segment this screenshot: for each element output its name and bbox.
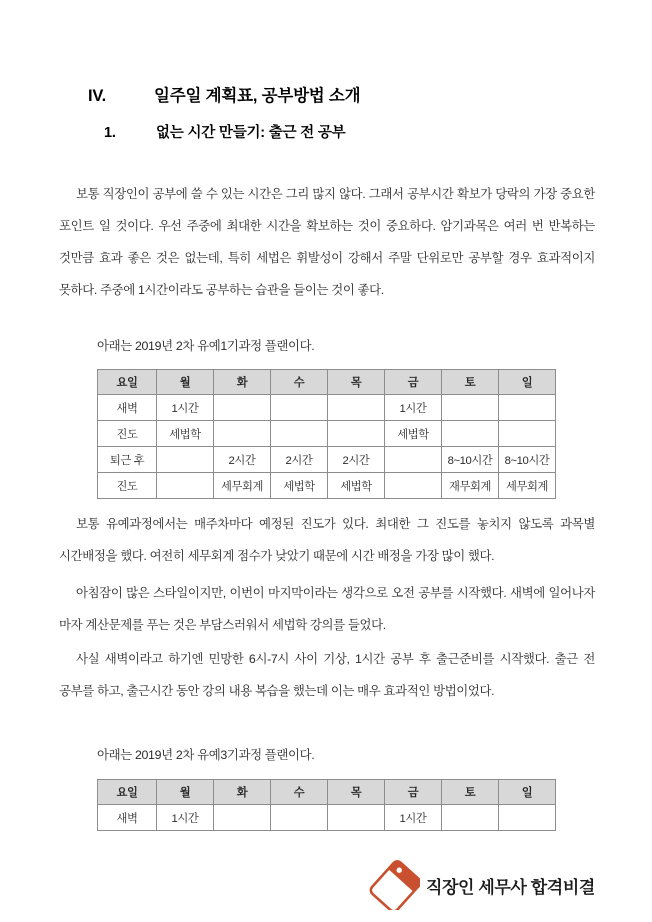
table-row: [98, 805, 556, 831]
table-1-header: [98, 370, 556, 395]
table-row-label: 진도: [98, 473, 157, 499]
table-2-header-cell: 월: [157, 780, 214, 805]
table-cell: 세법학: [328, 473, 385, 499]
table-cell: 1시간: [157, 805, 214, 831]
table-2-header-cell: 수: [271, 780, 328, 805]
table-1-header-cell: 요일: [98, 370, 157, 395]
paragraph-after-table-2: 아침잠이 많은 스타일이지만, 이번이 마지막이라는 생각으로 오전 공부를 시작했다. 새벽에 일어나자 마자 계산문제를 푸는 것은 부담스러워서 세법학 강의를 들었다.: [59, 586, 595, 633]
table-2-body: [98, 805, 556, 831]
table-cell: 세법학: [157, 421, 214, 447]
table-cell: [157, 447, 214, 473]
table-2-header-cell: 요일: [98, 780, 157, 805]
paragraph-intro: 보통 직장인이 공부에 쓸 수 있는 시간은 그리 많지 않다. 그래서 공부시간 확보가 당락의 가장 중요한 포인트 일 것이다. 우선 주중에 최대한 시간을 확보하는 것이 중요하다. 암기과목은 여러 번 반복하는 것만큼 효과 좋은 것은 없는데, 특히 세법은 휘발성이 강해서 주말 단위로만 공부할 경우 효과적이지 못하다. 주중에 1시간이라도 공부하는 습관을 들이는 것이 좋다.: [59, 187, 595, 298]
table-cell: [271, 421, 328, 447]
table-cell: 세무회계: [499, 473, 556, 499]
table-cell: [271, 805, 328, 831]
table-row-label: 퇴근 후: [98, 447, 157, 473]
footer-logo-text: 직장인 세무사 합격비결: [426, 877, 595, 897]
table-cell: [499, 421, 556, 447]
table-cell: 2시간: [271, 447, 328, 473]
table-cell: 8~10시간: [442, 447, 499, 473]
table-cell: [271, 395, 328, 421]
table-2-header-cell: 일: [499, 780, 556, 805]
table-cell: 세법학: [271, 473, 328, 499]
table-cell: [214, 395, 271, 421]
table-cell: [442, 395, 499, 421]
price-tag-icon: [368, 860, 420, 910]
table-1-header-cell: 일: [499, 370, 556, 395]
weekly-plan-table-2: [97, 779, 556, 831]
table-cell: 세법학: [385, 421, 442, 447]
table-cell: [442, 805, 499, 831]
section-heading-4-number: IV.: [88, 87, 107, 105]
table-cell: [328, 805, 385, 831]
table-cell: 1시간: [157, 395, 214, 421]
table-1-caption: 아래는 2019년 2차 유예1기과정 플랜이다.: [97, 339, 315, 353]
table-cell: [328, 421, 385, 447]
table-cell: [328, 395, 385, 421]
paragraph-after-table-1: 보통 유예과정에서는 매주차마다 예정된 진도가 있다. 최대한 그 진도를 놓치지 않도록 과목별 시간배정을 했다. 여전히 세무회계 점수가 낮았기 때문에 시간 배정을 가장 많이 했다.: [59, 517, 595, 564]
table-1-header-cell: 화: [214, 370, 271, 395]
table-1-body: [98, 395, 556, 499]
table-1-header-cell: 월: [157, 370, 214, 395]
table-cell: 2시간: [214, 447, 271, 473]
table-cell: 세무회계: [214, 473, 271, 499]
footer-logo: [368, 860, 595, 910]
weekly-plan-table-1: [97, 369, 556, 499]
table-cell: 1시간: [385, 805, 442, 831]
table-1-header-cell: 목: [328, 370, 385, 395]
table-1-header-cell: 수: [271, 370, 328, 395]
table-2-header-cell: 목: [328, 780, 385, 805]
table-cell: 1시간: [385, 395, 442, 421]
table-cell: [499, 805, 556, 831]
table-2-header: [98, 780, 556, 805]
paragraph-after-table-3: 사실 새벽이라고 하기엔 민망한 6시-7시 사이 기상, 1시간 공부 후 출근준비를 시작했다. 출근 전 공부를 하고, 출근시간 동안 강의 내용 복습을 했는데 이는 매우 효과적인 방법이었다.: [59, 652, 595, 699]
table-1-header-cell: 토: [442, 370, 499, 395]
table-row-label: 진도: [98, 421, 157, 447]
table-row-label: 새벽: [98, 805, 157, 831]
table-row: [98, 447, 556, 473]
table-cell: [214, 421, 271, 447]
subsection-heading-1-number: 1.: [104, 125, 116, 141]
section-heading-4-text: 일주일 계획표, 공부방법 소개: [154, 87, 361, 105]
table-1-header-cell: 금: [385, 370, 442, 395]
table-2-caption: 아래는 2019년 2차 유예3기과정 플랜이다.: [97, 748, 315, 762]
table-2-header-row: [98, 780, 556, 805]
table-row: [98, 395, 556, 421]
table-cell: 8~10시간: [499, 447, 556, 473]
table-cell: [385, 447, 442, 473]
table-row: [98, 421, 556, 447]
table-cell: [499, 395, 556, 421]
table-row: [98, 473, 556, 499]
table-cell: [214, 805, 271, 831]
table-2-header-cell: 화: [214, 780, 271, 805]
table-row-label: 새벽: [98, 395, 157, 421]
table-cell: 재무회계: [442, 473, 499, 499]
table-1-header-row: [98, 370, 556, 395]
table-cell: [157, 473, 214, 499]
subsection-heading-1: [104, 121, 345, 142]
section-heading-4: [88, 82, 360, 106]
table-2-header-cell: 금: [385, 780, 442, 805]
subsection-heading-1-text: 없는 시간 만들기: 출근 전 공부: [156, 125, 346, 141]
table-cell: 2시간: [328, 447, 385, 473]
table-cell: [385, 473, 442, 499]
table-2-header-cell: 토: [442, 780, 499, 805]
table-cell: [442, 421, 499, 447]
